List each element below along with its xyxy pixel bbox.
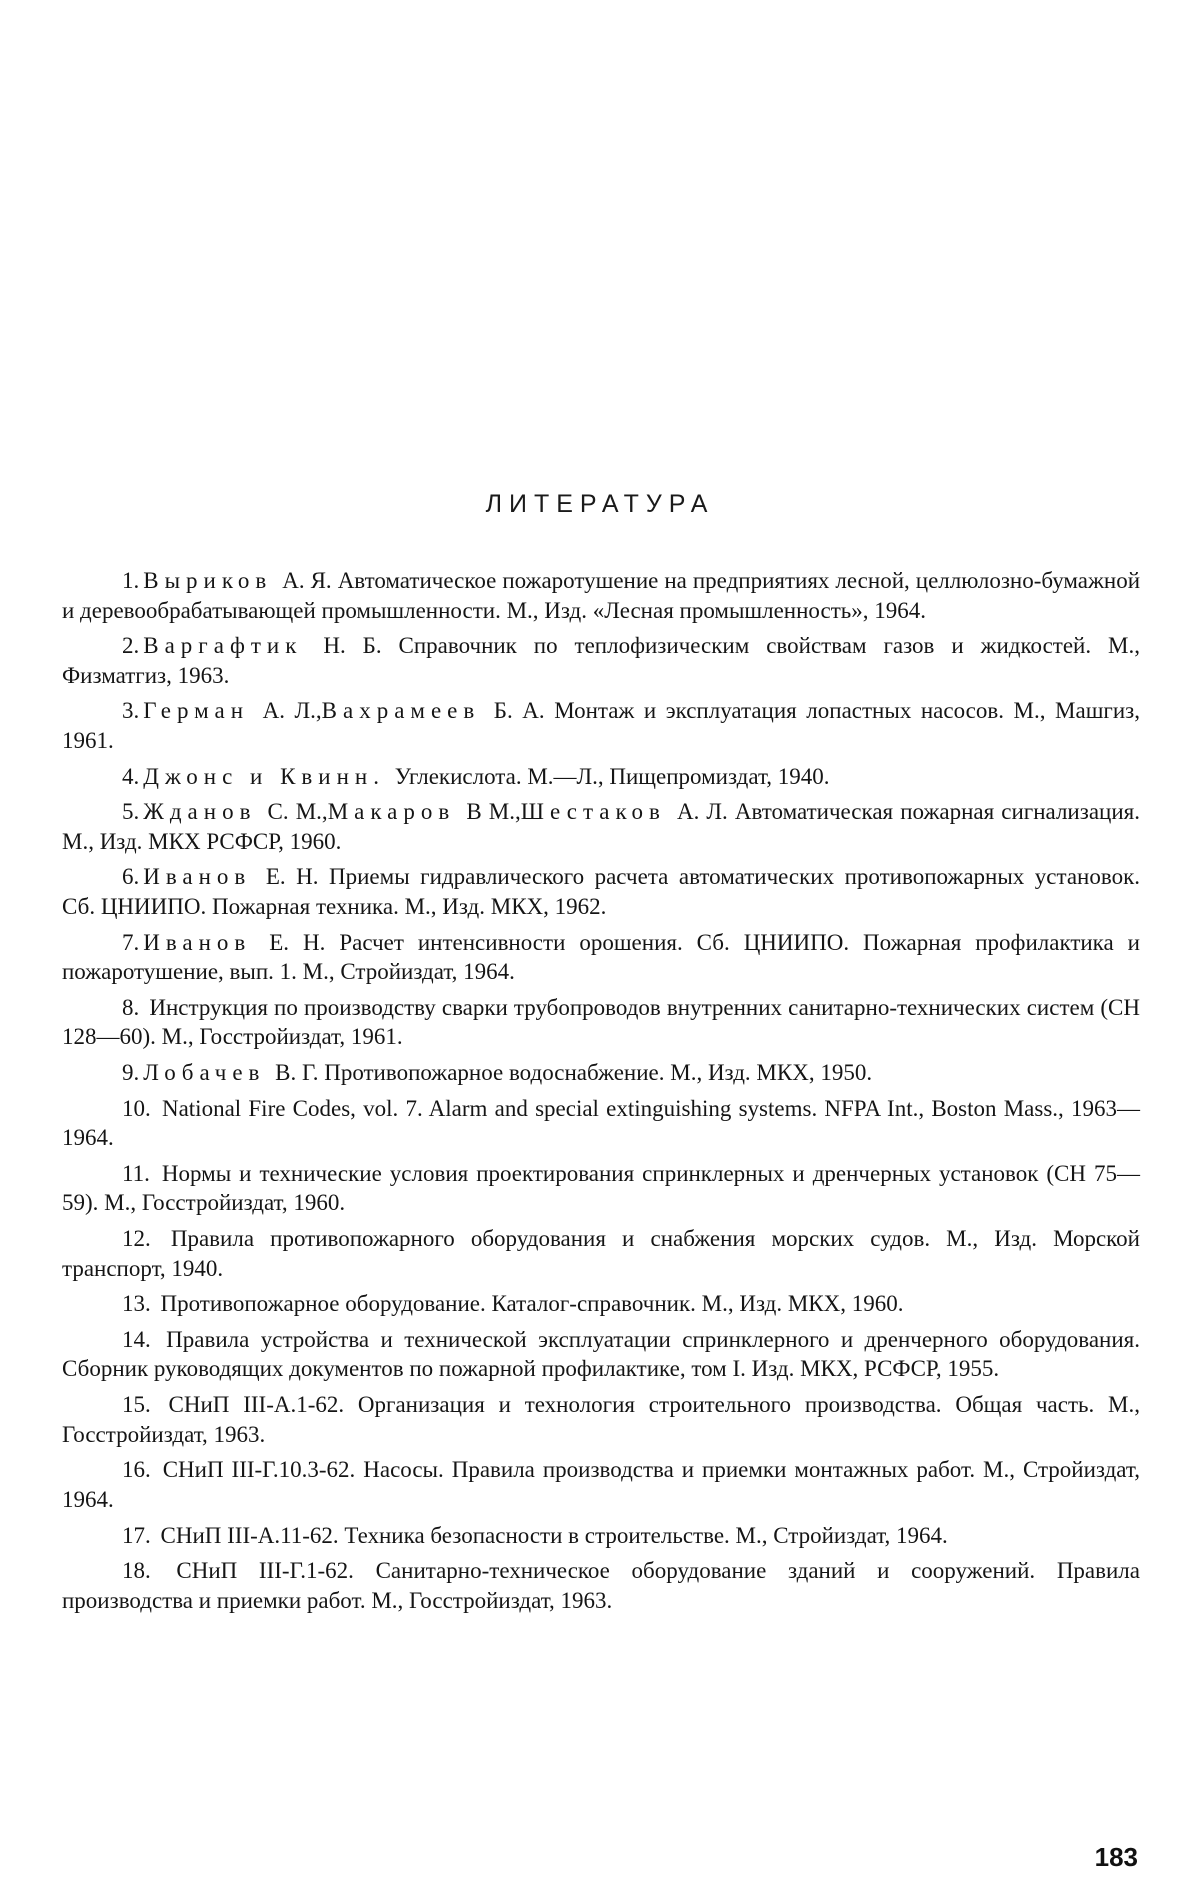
reference-item <box>62 1455 1140 1514</box>
reference-text: СНиП III-А.1-62. Организация и технология строительного производства. Общая часть. М., Госстройиздат, 1963. <box>62 1392 1140 1447</box>
reference-text: Противопожарное оборудование. Каталог-справочник. М., Изд. МКХ, 1960. <box>154 1291 904 1317</box>
reference-number: 13. <box>122 1291 151 1317</box>
reference-text: Приемы гидравлического расчета автоматических противопожарных установок. Сб. ЦНИИПО. Пожарная техника. М., Изд. МКХ, 1962. <box>62 864 1140 919</box>
reference-number: 8. <box>122 994 140 1020</box>
reference-author: Герман <box>143 698 250 724</box>
page-heading: ЛИТЕРАТУРА <box>485 490 715 518</box>
reference-text: СНиП III-Г.10.3-62. Насосы. Правила производства и приемки монтажных работ. М., Стройиздат, 1964. <box>62 1457 1140 1512</box>
page-number: 183 <box>1094 1842 1138 1872</box>
reference-author-initials: В М., <box>459 799 521 825</box>
reference-author-initials: Н. Б. <box>306 633 382 659</box>
reference-number: 6. <box>122 864 140 890</box>
reference-author: Макаров <box>327 799 456 825</box>
reference-item <box>62 762 1140 792</box>
reference-author-initials: Е. Н. <box>255 864 319 890</box>
reference-item <box>62 696 1140 755</box>
reference-author: Лобачев <box>143 1060 266 1085</box>
reference-text: СНиП III-А.11-62. Техника безопасности в строительстве. М., Стройиздат, 1964. <box>154 1522 948 1548</box>
reference-author-initials: А. Я. <box>276 568 332 593</box>
reference-author: Вахрамеев <box>321 698 481 724</box>
reference-author: Жданов <box>143 799 257 825</box>
reference-item <box>62 1390 1140 1449</box>
reference-item <box>62 1224 1140 1283</box>
reference-author: Джонс и Квинн. <box>143 763 385 789</box>
reference-item <box>62 797 1140 856</box>
reference-author-initials: А. Л., <box>253 698 322 724</box>
reference-author-initials: А. Л. <box>669 799 728 825</box>
reference-text: СНиП III-Г.1-62. Санитарно-техническое оборудование зданий и сооружений. Правила производства и приемки работ. М., Госстройиздат, 1963. <box>62 1558 1140 1613</box>
reference-author: Выриков <box>143 568 273 593</box>
reference-number: 11. <box>122 1160 150 1186</box>
reference-number: 4. <box>122 763 140 789</box>
reference-text: Противопожарное водоснабжение. М., Изд. МКХ, 1950. <box>318 1060 873 1085</box>
reference-author: Иванов <box>143 864 252 890</box>
reference-text: Справочник по теплофизическим свойствам газов и жидкостей. М., Физматгиз, 1963. <box>62 633 1140 688</box>
reference-number: 18. <box>122 1558 151 1584</box>
reference-list <box>62 566 1140 1621</box>
reference-author-initials: Б. А. <box>484 698 545 724</box>
reference-number: 14. <box>122 1326 151 1352</box>
reference-text: Автоматическое пожаротушение на предприятиях лесной, целлюлозно-бумажной и деревообрабатывающей промышленности. М., Изд. «Лесная промышленность», 1964. <box>62 568 1141 623</box>
reference-item <box>62 1556 1140 1615</box>
reference-author: Иванов <box>143 929 252 955</box>
reference-author-initials: С. М., <box>260 799 328 825</box>
reference-text: Углекислота. М.—Л., Пищепромиздат, 1940. <box>388 763 830 789</box>
reference-item <box>62 1094 1140 1153</box>
reference-number: 3. <box>122 698 140 724</box>
reference-number: 1. <box>122 568 140 593</box>
reference-item <box>62 631 1140 690</box>
reference-text: Правила устройства и технической эксплуатации спринклерного и дренчерного оборудования. Сборник руководящих документов по пожарной профилактике, том I. Изд. МКХ, РСФСР, 1955. <box>62 1326 1140 1382</box>
reference-number: 15. <box>122 1392 151 1418</box>
reference-number: 16. <box>122 1457 151 1483</box>
reference-text: Правила противопожарного оборудования и снабжения морских судов. М., Изд. Морской транспорт, 1940. <box>62 1226 1140 1281</box>
reference-author-initials: В. Г. <box>269 1060 319 1085</box>
reference-item <box>62 862 1140 921</box>
reference-text: Монтаж и эксплуатация лопастных насосов. М., Машгиз, 1961. <box>62 698 1140 753</box>
reference-text: National Fire Codes, vol. 7. Alarm and special extinguishing systems. NFPA Int., Boston Mass., 1963—1964. <box>62 1095 1140 1151</box>
reference-text: Нормы и технические условия проектирования спринклерных и дренчерных установок (СН 75—59). М., Госстройиздат, 1960. <box>62 1160 1140 1216</box>
reference-item <box>62 928 1140 987</box>
reference-item <box>62 1159 1140 1218</box>
reference-number: 17. <box>122 1522 151 1548</box>
reference-item <box>62 566 1140 625</box>
reference-number: 9. <box>122 1060 140 1085</box>
reference-item <box>62 1325 1140 1384</box>
reference-item <box>62 993 1140 1052</box>
reference-text: Автоматическая пожарная сигнализация. М., Изд. МКХ РСФСР, 1960. <box>62 799 1140 854</box>
reference-author: Варгафтик <box>143 633 303 659</box>
reference-number: 5. <box>122 799 140 825</box>
reference-author-initials: Е. Н. <box>255 929 326 955</box>
reference-number: 12. <box>122 1226 151 1252</box>
reference-item <box>62 1521 1140 1551</box>
reference-text: Инструкция по производству сварки трубопроводов внутренних санитарно-технических систем (СН 128—60). М., Госстройиздат, 1961. <box>62 994 1140 1050</box>
reference-text: Расчет интенсивности орошения. Сб. ЦНИИПО. Пожарная профилактика и пожаротушение, вып. 1. М., Стройиздат, 1964. <box>62 929 1140 985</box>
reference-number: 7. <box>122 929 140 955</box>
reference-item <box>62 1289 1140 1319</box>
reference-number: 10. <box>122 1095 151 1121</box>
reference-item <box>62 1058 1140 1088</box>
reference-author: Шестаков <box>520 799 666 825</box>
reference-number: 2. <box>122 633 140 659</box>
